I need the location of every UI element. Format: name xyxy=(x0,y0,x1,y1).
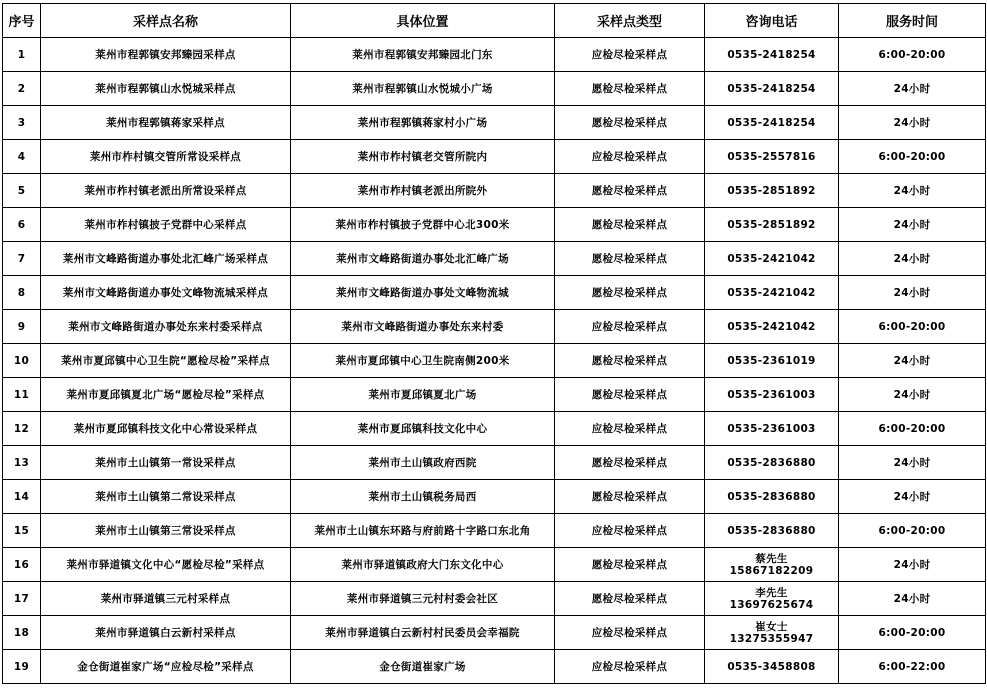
table-row xyxy=(3,582,986,616)
cell-phone: 0535-2361003 xyxy=(705,378,839,412)
cell-name: 莱州市夏邱镇中心卫生院“愿检尽检”采样点 xyxy=(41,344,291,378)
table-row xyxy=(3,140,986,174)
header-type: 采样点类型 xyxy=(555,4,705,38)
cell-location: 莱州市夏邱镇中心卫生院南侧200米 xyxy=(291,344,555,378)
header-location: 具体位置 xyxy=(291,4,555,38)
cell-name: 莱州市程郭镇蒋家采样点 xyxy=(41,106,291,140)
cell-phone: 0535-2418254 xyxy=(705,72,839,106)
cell-hours: 24小时 xyxy=(839,174,986,208)
cell-phone: 0535-2421042 xyxy=(705,276,839,310)
cell-hours: 24小时 xyxy=(839,548,986,582)
cell-no: 2 xyxy=(3,72,41,106)
cell-no: 15 xyxy=(3,514,41,548)
cell-type: 愿检尽检采样点 xyxy=(555,582,705,616)
table-row xyxy=(3,38,986,72)
cell-phone: 0535-2418254 xyxy=(705,38,839,72)
table-body xyxy=(3,38,986,684)
cell-name: 金仓街道崔家广场“应检尽检”采样点 xyxy=(41,650,291,684)
cell-phone xyxy=(705,548,839,582)
cell-name: 莱州市程郭镇安邦臻园采样点 xyxy=(41,38,291,72)
cell-phone: 0535-2418254 xyxy=(705,106,839,140)
cell-type: 应检尽检采样点 xyxy=(555,140,705,174)
cell-location: 莱州市土山镇政府西院 xyxy=(291,446,555,480)
cell-type: 愿检尽检采样点 xyxy=(555,242,705,276)
cell-no: 9 xyxy=(3,310,41,344)
cell-hours: 6:00-20:00 xyxy=(839,412,986,446)
cell-name: 莱州市文峰路街道办事处文峰物流城采样点 xyxy=(41,276,291,310)
cell-no: 10 xyxy=(3,344,41,378)
header-phone: 咨询电话 xyxy=(705,4,839,38)
cell-hours: 24小时 xyxy=(839,582,986,616)
cell-hours: 6:00-22:00 xyxy=(839,650,986,684)
cell-hours: 6:00-20:00 xyxy=(839,140,986,174)
cell-no: 16 xyxy=(3,548,41,582)
cell-type: 愿检尽检采样点 xyxy=(555,548,705,582)
cell-location: 莱州市驿道镇三元村村委会社区 xyxy=(291,582,555,616)
cell-hours: 24小时 xyxy=(839,480,986,514)
cell-phone: 0535-2557816 xyxy=(705,140,839,174)
table-row xyxy=(3,174,986,208)
cell-location: 莱州市文峰路街道办事处文峰物流城 xyxy=(291,276,555,310)
table-row xyxy=(3,514,986,548)
cell-name: 莱州市程郭镇山水悦城采样点 xyxy=(41,72,291,106)
cell-phone: 0535-2836880 xyxy=(705,446,839,480)
header-hours: 服务时间 xyxy=(839,4,986,38)
cell-hours: 24小时 xyxy=(839,276,986,310)
cell-name: 莱州市柞村镇老派出所常设采样点 xyxy=(41,174,291,208)
cell-phone: 0535-2421042 xyxy=(705,310,839,344)
cell-no: 14 xyxy=(3,480,41,514)
cell-type: 愿检尽检采样点 xyxy=(555,276,705,310)
table-row xyxy=(3,72,986,106)
cell-phone: 0535-3458808 xyxy=(705,650,839,684)
cell-type: 愿检尽检采样点 xyxy=(555,72,705,106)
table-row xyxy=(3,208,986,242)
cell-hours: 24小时 xyxy=(839,344,986,378)
cell-name: 莱州市夏邱镇夏北广场“愿检尽检”采样点 xyxy=(41,378,291,412)
contact-phone: 13697625674 xyxy=(729,598,814,611)
cell-location: 莱州市土山镇东环路与府前路十字路口东北角 xyxy=(291,514,555,548)
table-row xyxy=(3,446,986,480)
contact-name: 崔女士 xyxy=(755,620,788,633)
cell-location: 莱州市程郭镇安邦臻园北门东 xyxy=(291,38,555,72)
contact-phone: 15867182209 xyxy=(729,564,814,577)
cell-type: 应检尽检采样点 xyxy=(555,616,705,650)
cell-no: 8 xyxy=(3,276,41,310)
sampling-sites-table xyxy=(2,3,986,684)
cell-type: 应检尽检采样点 xyxy=(555,650,705,684)
cell-no: 5 xyxy=(3,174,41,208)
table-row xyxy=(3,412,986,446)
cell-type: 愿检尽检采样点 xyxy=(555,378,705,412)
table-row xyxy=(3,480,986,514)
cell-hours: 24小时 xyxy=(839,208,986,242)
table-row xyxy=(3,616,986,650)
header-no: 序号 xyxy=(3,4,41,38)
cell-location: 莱州市夏邱镇科技文化中心 xyxy=(291,412,555,446)
cell-phone: 0535-2361019 xyxy=(705,344,839,378)
cell-no: 3 xyxy=(3,106,41,140)
cell-location: 莱州市程郭镇蒋家村小广场 xyxy=(291,106,555,140)
cell-name: 莱州市驿道镇文化中心“愿检尽检”采样点 xyxy=(41,548,291,582)
cell-hours: 24小时 xyxy=(839,378,986,412)
cell-location: 莱州市土山镇税务局西 xyxy=(291,480,555,514)
cell-location: 莱州市程郭镇山水悦城小广场 xyxy=(291,72,555,106)
cell-phone xyxy=(705,582,839,616)
cell-no: 4 xyxy=(3,140,41,174)
contact-phone: 13275355947 xyxy=(729,632,814,645)
cell-hours: 6:00-20:00 xyxy=(839,514,986,548)
table-row xyxy=(3,310,986,344)
cell-phone xyxy=(705,616,839,650)
cell-type: 应检尽检采样点 xyxy=(555,514,705,548)
cell-name: 莱州市驿道镇三元村采样点 xyxy=(41,582,291,616)
cell-name: 莱州市文峰路街道办事处东来村委采样点 xyxy=(41,310,291,344)
cell-type: 愿检尽检采样点 xyxy=(555,344,705,378)
cell-type: 愿检尽检采样点 xyxy=(555,106,705,140)
cell-type: 愿检尽检采样点 xyxy=(555,208,705,242)
cell-no: 17 xyxy=(3,582,41,616)
header-name: 采样点名称 xyxy=(41,4,291,38)
cell-phone: 0535-2836880 xyxy=(705,480,839,514)
cell-no: 12 xyxy=(3,412,41,446)
cell-name: 莱州市土山镇第一常设采样点 xyxy=(41,446,291,480)
table-row xyxy=(3,378,986,412)
cell-phone: 0535-2836880 xyxy=(705,514,839,548)
cell-type: 愿检尽检采样点 xyxy=(555,174,705,208)
cell-location: 莱州市柞村镇老交管所院内 xyxy=(291,140,555,174)
cell-hours: 24小时 xyxy=(839,446,986,480)
cell-hours: 24小时 xyxy=(839,106,986,140)
cell-name: 莱州市驿道镇白云新村采样点 xyxy=(41,616,291,650)
table-row xyxy=(3,344,986,378)
contact-name: 蔡先生 xyxy=(755,552,788,565)
table-row xyxy=(3,548,986,582)
cell-location: 莱州市文峰路街道办事处北汇峰广场 xyxy=(291,242,555,276)
cell-location: 莱州市柞村镇老派出所院外 xyxy=(291,174,555,208)
cell-no: 19 xyxy=(3,650,41,684)
cell-type: 应检尽检采样点 xyxy=(555,310,705,344)
cell-name: 莱州市柞村镇披子党群中心采样点 xyxy=(41,208,291,242)
cell-no: 13 xyxy=(3,446,41,480)
cell-no: 7 xyxy=(3,242,41,276)
cell-phone: 0535-2851892 xyxy=(705,174,839,208)
cell-name: 莱州市土山镇第二常设采样点 xyxy=(41,480,291,514)
cell-hours: 24小时 xyxy=(839,72,986,106)
cell-location: 莱州市夏邱镇夏北广场 xyxy=(291,378,555,412)
table-row xyxy=(3,276,986,310)
cell-name: 莱州市土山镇第三常设采样点 xyxy=(41,514,291,548)
cell-name: 莱州市夏邱镇科技文化中心常设采样点 xyxy=(41,412,291,446)
cell-location: 莱州市驿道镇白云新村村民委员会幸福院 xyxy=(291,616,555,650)
cell-type: 应检尽检采样点 xyxy=(555,412,705,446)
cell-location: 莱州市柞村镇披子党群中心北300米 xyxy=(291,208,555,242)
table-row xyxy=(3,106,986,140)
cell-hours: 24小时 xyxy=(839,242,986,276)
cell-location: 金仓街道崔家广场 xyxy=(291,650,555,684)
cell-phone: 0535-2421042 xyxy=(705,242,839,276)
header-row xyxy=(3,4,986,38)
cell-phone: 0535-2361003 xyxy=(705,412,839,446)
cell-type: 愿检尽检采样点 xyxy=(555,446,705,480)
cell-no: 6 xyxy=(3,208,41,242)
cell-hours: 6:00-20:00 xyxy=(839,616,986,650)
cell-hours: 6:00-20:00 xyxy=(839,38,986,72)
cell-no: 18 xyxy=(3,616,41,650)
cell-name: 莱州市柞村镇交管所常设采样点 xyxy=(41,140,291,174)
table-row xyxy=(3,242,986,276)
table-row xyxy=(3,650,986,684)
cell-hours: 6:00-20:00 xyxy=(839,310,986,344)
cell-name: 莱州市文峰路街道办事处北汇峰广场采样点 xyxy=(41,242,291,276)
cell-type: 愿检尽检采样点 xyxy=(555,480,705,514)
cell-no: 1 xyxy=(3,38,41,72)
contact-name: 李先生 xyxy=(755,586,788,599)
cell-location: 莱州市文峰路街道办事处东来村委 xyxy=(291,310,555,344)
cell-type: 应检尽检采样点 xyxy=(555,38,705,72)
cell-location: 莱州市驿道镇政府大门东文化中心 xyxy=(291,548,555,582)
cell-no: 11 xyxy=(3,378,41,412)
cell-phone: 0535-2851892 xyxy=(705,208,839,242)
